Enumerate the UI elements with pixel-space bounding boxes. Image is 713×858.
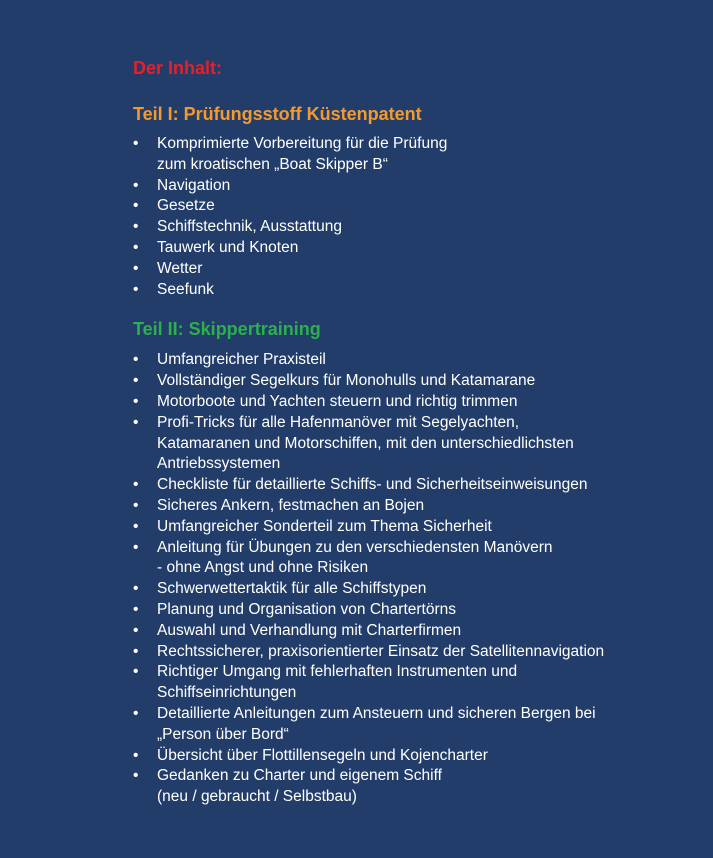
bullet-icon: • [133,392,139,410]
bullet-icon: • [133,642,139,660]
part1-heading: Teil I: Prüfungsstoff Küstenpatent [133,104,422,124]
bullet-icon: • [133,197,139,215]
list-item [133,538,693,580]
list-item-text: Gedanken zu Charter und eigenem Schiff (neu / gebraucht / Selbstbau) [157,767,442,806]
list-item-text: Auswahl und Verhandlung mit Charterfirmen [157,621,462,639]
bullet-icon: • [133,580,139,598]
bullet-icon: • [133,280,139,298]
bullet-icon: • [133,238,139,256]
list-item [133,134,693,176]
bullet-icon: • [133,663,139,681]
list-item [133,517,693,538]
list-item-text: Seefunk [157,280,214,298]
part1-list [133,134,693,300]
bullet-icon: • [133,476,139,494]
bullet-icon: • [133,704,139,722]
list-item-text: Komprimierte Vorbereitung für die Prüfung zum kroatischen „Boat Skipper B“ [157,135,448,173]
list-item-text: Richtiger Umgang mit fehlerhaften Instrumenten und Schiffseinrichtungen [157,663,518,702]
list-item-text: Profi-Tricks für alle Hafenmanöver mit Segelyachten, Katamaranen und Motorschiffen, mit den unterschiedlichsten Antriebssystemen [157,413,574,473]
list-item-text: Tauwerk und Knoten [157,238,299,256]
list-item-text: Wetter [157,259,203,277]
bullet-icon: • [133,517,139,535]
bullet-icon: • [133,372,139,390]
list-item [133,579,693,600]
list-item-text: Anleitung für Übungen zu den verschiedensten Manövern - ohne Angst und ohne Risiken [157,538,553,577]
bullet-icon: • [133,218,139,236]
bullet-icon: • [133,496,139,514]
part2-heading: Teil II: Skippertraining [133,319,321,340]
list-item-text: Checkliste für detaillierte Schiffs- und Sicherheitseinweisungen [157,476,588,494]
list-item [133,413,693,475]
list-item [133,350,693,371]
list-item [133,642,693,663]
list-item [133,280,693,301]
list-item [133,238,693,259]
list-item [133,496,693,517]
list-item-text: Sicheres Ankern, festmachen an Bojen [157,496,425,514]
bullet-icon: • [133,259,139,277]
list-item-text: Vollständiger Segelkurs für Monohulls und Katamarane [157,372,536,390]
list-item-text: Rechtssicherer, praxisorientierter Einsatz der Satellitennavigation [157,642,605,660]
list-item-text: Schiffstechnik, Ausstattung [157,218,342,236]
list-item [133,766,693,808]
list-item [133,662,693,704]
list-item-text: Gesetze [157,197,215,215]
contents-section [133,57,693,808]
list-item [133,259,693,280]
list-item-text: Umfangreicher Sonderteil zum Thema Sicherheit [157,517,492,535]
bullet-icon: • [133,135,139,152]
list-item-text: Navigation [157,176,231,194]
list-item-text: Schwerwettertaktik für alle Schiffstypen [157,580,427,598]
bullet-icon: • [133,746,139,764]
list-item-text: Umfangreicher Praxisteil [157,351,326,369]
bullet-icon: • [133,767,139,785]
list-item [133,196,693,217]
list-item [133,746,693,767]
part2-list [133,350,693,808]
bullet-icon: • [133,413,139,431]
bullet-icon: • [133,538,139,556]
bullet-icon: • [133,351,139,369]
list-item [133,176,693,197]
list-item-text: Motorboote und Yachten steuern und richtig trimmen [157,392,518,410]
list-item-text: Übersicht über Flottillensegeln und Kojencharter [157,746,488,764]
bullet-icon: • [133,600,139,618]
list-item [133,621,693,642]
list-item-text: Detaillierte Anleitungen zum Ansteuern und sicheren Bergen bei „Person über Bord“ [157,704,596,743]
list-item [133,475,693,496]
list-item-text: Planung und Organisation von Chartertörns [157,600,456,618]
list-item [133,217,693,238]
list-item [133,704,693,746]
bullet-icon: • [133,621,139,639]
bullet-icon: • [133,176,139,194]
list-item [133,600,693,621]
list-item [133,392,693,413]
list-item [133,371,693,392]
page-title: Der Inhalt: [133,58,223,78]
